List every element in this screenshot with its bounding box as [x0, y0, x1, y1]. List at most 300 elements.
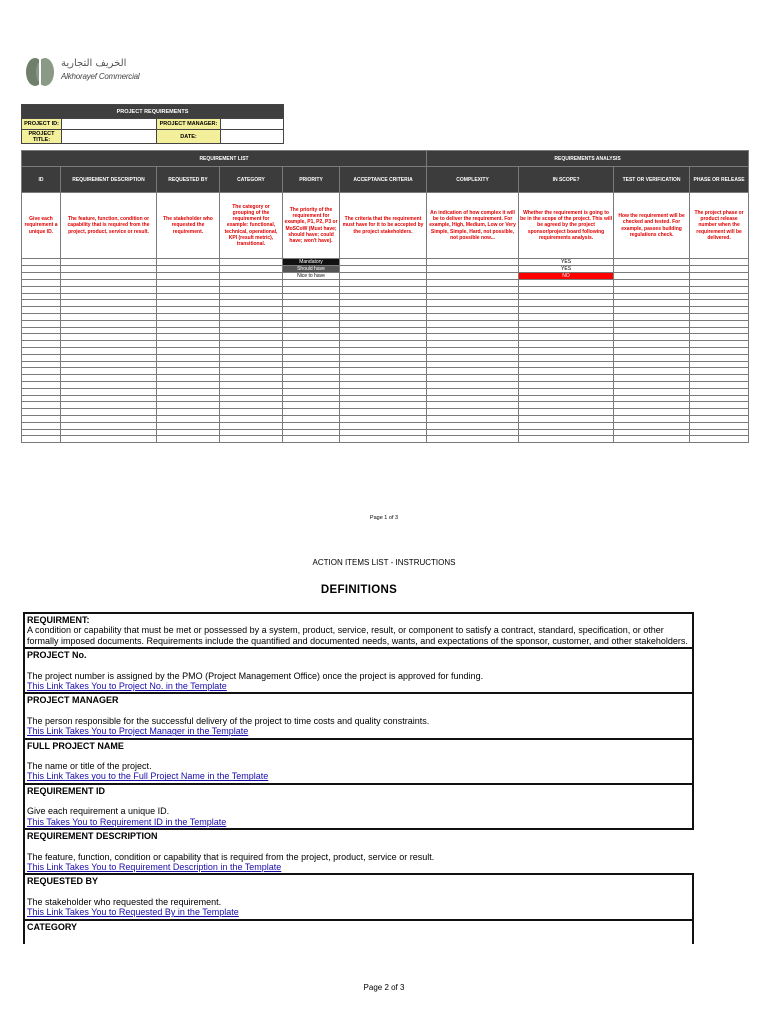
table-cell[interactable] [157, 415, 220, 422]
table-cell[interactable] [61, 395, 157, 402]
table-cell[interactable] [22, 402, 61, 409]
definition-term: REQUIREMENT DESCRIPTION [27, 831, 158, 842]
table-cell[interactable] [519, 280, 614, 287]
table-cell[interactable] [614, 395, 690, 402]
table-cell[interactable] [614, 436, 690, 443]
table-cell[interactable] [340, 415, 427, 422]
table-cell[interactable] [519, 354, 614, 361]
priority-option-mandatory[interactable]: Mandatory [283, 259, 340, 266]
table-cell[interactable] [157, 422, 220, 429]
table-cell[interactable] [690, 409, 749, 416]
table-cell[interactable] [427, 381, 519, 388]
table-cell[interactable] [61, 334, 157, 341]
table-cell[interactable] [690, 347, 749, 354]
table-cell[interactable] [427, 307, 519, 314]
table-row [22, 259, 749, 266]
table-cell[interactable] [614, 313, 690, 320]
table-cell[interactable] [61, 422, 157, 429]
instruction-requested-by: The stakeholder who requested the requirement. [157, 193, 220, 259]
definition-link[interactable]: This Takes You to Requirement ID in the Template [27, 816, 227, 827]
table-cell[interactable] [22, 354, 61, 361]
definition-text: The name or title of the project. [27, 761, 152, 772]
table-cell[interactable] [220, 341, 283, 348]
definition-link[interactable]: This Link Takes you to the Full Project Name in the Template [27, 771, 269, 782]
table-cell[interactable] [519, 286, 614, 293]
instruction-test: How the requirement will be checked and tested. For example, passes building regulations check. [614, 193, 690, 259]
table-cell[interactable] [157, 320, 220, 327]
table-cell[interactable] [427, 429, 519, 436]
table-cell[interactable] [427, 320, 519, 327]
table-row [22, 368, 749, 375]
table-cell[interactable] [427, 313, 519, 320]
scope-option-no[interactable]: NO [519, 273, 614, 280]
table-cell[interactable] [614, 388, 690, 395]
table-cell[interactable] [283, 415, 340, 422]
table-cell[interactable] [427, 422, 519, 429]
table-cell[interactable] [22, 395, 61, 402]
table-cell[interactable] [519, 300, 614, 307]
table-cell[interactable] [614, 300, 690, 307]
table-cell[interactable] [157, 368, 220, 375]
table-cell[interactable] [283, 280, 340, 287]
table-cell[interactable] [22, 313, 61, 320]
table-cell[interactable] [427, 300, 519, 307]
table-cell[interactable] [61, 320, 157, 327]
table-cell[interactable] [427, 327, 519, 334]
table-cell[interactable] [157, 395, 220, 402]
table-cell[interactable] [220, 347, 283, 354]
table-cell[interactable] [690, 354, 749, 361]
table-cell[interactable] [283, 347, 340, 354]
table-cell[interactable] [690, 368, 749, 375]
table-cell[interactable] [157, 388, 220, 395]
table-cell[interactable] [427, 334, 519, 341]
table-cell[interactable] [22, 375, 61, 382]
definition-link[interactable]: This Link Takes You to Project Manager in the Template [27, 726, 249, 737]
table-cell[interactable] [61, 409, 157, 416]
table-cell[interactable] [283, 395, 340, 402]
table-cell[interactable] [283, 388, 340, 395]
table-cell[interactable] [690, 300, 749, 307]
table-cell[interactable] [519, 293, 614, 300]
table-cell[interactable] [340, 334, 427, 341]
table-cell[interactable] [157, 286, 220, 293]
table-cell[interactable] [22, 422, 61, 429]
table-cell[interactable] [427, 402, 519, 409]
table-cell[interactable] [614, 341, 690, 348]
table-cell[interactable] [61, 402, 157, 409]
table-cell[interactable] [220, 293, 283, 300]
definition-link[interactable]: This Link Takes You to Project No. in the Template [27, 681, 227, 692]
table-row [22, 320, 749, 327]
table-cell[interactable] [283, 368, 340, 375]
table-cell[interactable] [519, 368, 614, 375]
table-cell[interactable] [427, 395, 519, 402]
table-cell[interactable] [614, 429, 690, 436]
project-id-label: PROJECT ID: [22, 119, 62, 130]
table-cell[interactable] [690, 429, 749, 436]
table-cell[interactable] [519, 436, 614, 443]
table-cell[interactable] [157, 354, 220, 361]
table-cell[interactable] [157, 313, 220, 320]
table-cell[interactable] [519, 429, 614, 436]
table-cell[interactable] [220, 436, 283, 443]
table-cell[interactable] [157, 361, 220, 368]
table-row [22, 402, 749, 409]
table-cell[interactable] [614, 327, 690, 334]
table-cell[interactable] [220, 313, 283, 320]
table-cell[interactable] [283, 307, 340, 314]
table-cell[interactable] [22, 334, 61, 341]
definition-project-manager [23, 694, 694, 739]
table-cell[interactable] [22, 381, 61, 388]
company-logo [24, 56, 164, 88]
table-cell[interactable] [157, 381, 220, 388]
table-cell[interactable] [427, 415, 519, 422]
table-cell[interactable] [22, 429, 61, 436]
project-title-cell[interactable] [62, 130, 157, 144]
table-cell[interactable] [22, 327, 61, 334]
table-cell[interactable] [690, 313, 749, 320]
table-cell[interactable] [220, 327, 283, 334]
table-cell[interactable] [340, 286, 427, 293]
table-cell[interactable] [283, 402, 340, 409]
table-cell[interactable] [427, 436, 519, 443]
table-cell[interactable] [157, 307, 220, 314]
table-cell[interactable] [427, 286, 519, 293]
table-cell[interactable] [340, 422, 427, 429]
scope-option-yes[interactable]: YES [519, 266, 614, 273]
table-cell[interactable] [340, 313, 427, 320]
table-cell[interactable] [690, 395, 749, 402]
column-header-requested-by: REQUESTED BY [157, 167, 220, 193]
column-header-priority: PRIORITY [283, 167, 340, 193]
table-cell[interactable] [61, 307, 157, 314]
table-cell[interactable] [61, 436, 157, 443]
project-requirements-title: PROJECT REQUIREMENTS [22, 105, 284, 119]
table-cell[interactable] [220, 368, 283, 375]
priority-option-should-have[interactable]: Should have [283, 266, 340, 273]
table-cell[interactable] [690, 307, 749, 314]
definition-text: The project number is assigned by the PMO (Project Management Office) once the project is approved for funding. [27, 670, 484, 681]
table-cell[interactable] [220, 286, 283, 293]
table-cell[interactable] [427, 361, 519, 368]
scope-option-yes[interactable]: YES [519, 259, 614, 266]
table-cell[interactable] [220, 429, 283, 436]
table-cell[interactable] [61, 354, 157, 361]
table-cell[interactable] [690, 334, 749, 341]
table-cell[interactable] [519, 341, 614, 348]
table-cell[interactable] [427, 354, 519, 361]
table-cell[interactable] [690, 402, 749, 409]
table-cell[interactable] [427, 409, 519, 416]
table-cell[interactable] [519, 307, 614, 314]
table-row [22, 347, 749, 354]
table-cell[interactable] [614, 375, 690, 382]
table-cell[interactable] [340, 402, 427, 409]
table-cell[interactable] [157, 436, 220, 443]
table-cell[interactable] [283, 409, 340, 416]
definition-text: Give each requirement a unique ID. [27, 806, 170, 817]
table-row [22, 307, 749, 314]
table-cell[interactable] [61, 388, 157, 395]
table-cell[interactable] [614, 307, 690, 314]
table-row [22, 429, 749, 436]
table-cell[interactable] [614, 368, 690, 375]
table-cell[interactable] [340, 429, 427, 436]
definition-link[interactable]: This Link Takes You to Requested By in the Template [27, 907, 239, 918]
table-cell[interactable] [22, 320, 61, 327]
table-cell[interactable] [220, 307, 283, 314]
table-cell[interactable] [61, 347, 157, 354]
definition-text: A condition or capability that must be met or possessed by a system, product, service, result, or component to satisfy a contract, standard, specification, or other formally imposed documents. Requirements include the quantified and documented needs, wants, and expectations of the sponsor, customer, and other stakeholders. [27, 625, 688, 646]
table-cell[interactable] [614, 280, 690, 287]
table-cell[interactable] [220, 280, 283, 287]
date-cell[interactable] [221, 130, 284, 144]
table-cell[interactable] [614, 334, 690, 341]
table-cell[interactable] [340, 388, 427, 395]
table-cell[interactable] [690, 388, 749, 395]
table-cell[interactable] [519, 402, 614, 409]
table-cell[interactable] [614, 320, 690, 327]
table-cell[interactable] [519, 409, 614, 416]
table-cell[interactable] [61, 286, 157, 293]
table-cell[interactable] [220, 300, 283, 307]
table-cell[interactable] [157, 429, 220, 436]
table-row [22, 293, 749, 300]
priority-option-nice-to-have[interactable]: Nice to have [283, 273, 340, 280]
table-cell[interactable] [427, 280, 519, 287]
table-cell[interactable] [340, 361, 427, 368]
table-cell[interactable] [283, 429, 340, 436]
table-cell[interactable] [519, 388, 614, 395]
table-cell[interactable] [22, 347, 61, 354]
table-cell[interactable] [340, 327, 427, 334]
table-cell[interactable] [283, 327, 340, 334]
table-cell[interactable] [283, 320, 340, 327]
table-cell[interactable] [614, 422, 690, 429]
table-cell[interactable] [283, 341, 340, 348]
table-cell[interactable] [22, 300, 61, 307]
table-row [22, 422, 749, 429]
table-cell[interactable] [22, 409, 61, 416]
table-row [22, 375, 749, 382]
project-id-cell[interactable] [62, 119, 157, 130]
table-cell[interactable] [614, 347, 690, 354]
table-cell[interactable] [427, 293, 519, 300]
table-cell[interactable] [519, 347, 614, 354]
table-cell[interactable] [519, 361, 614, 368]
table-cell[interactable] [61, 313, 157, 320]
table-cell[interactable] [519, 415, 614, 422]
table-cell[interactable] [614, 286, 690, 293]
table-cell[interactable] [283, 334, 340, 341]
table-row [22, 436, 749, 443]
table-cell[interactable] [519, 320, 614, 327]
table-cell[interactable] [61, 429, 157, 436]
table-cell[interactable] [283, 286, 340, 293]
table-cell[interactable] [157, 347, 220, 354]
table-cell[interactable] [340, 300, 427, 307]
table-cell[interactable] [220, 395, 283, 402]
table-cell[interactable] [220, 388, 283, 395]
table-cell[interactable] [340, 280, 427, 287]
table-cell[interactable] [283, 422, 340, 429]
table-cell[interactable] [340, 375, 427, 382]
table-cell[interactable] [22, 293, 61, 300]
table-cell[interactable] [690, 381, 749, 388]
table-cell[interactable] [340, 368, 427, 375]
table-cell[interactable] [220, 402, 283, 409]
column-header-id: ID [22, 167, 61, 193]
table-cell[interactable] [283, 300, 340, 307]
logo-english-text: Alkhorayef Commercial [61, 72, 140, 81]
table-cell[interactable] [614, 293, 690, 300]
table-row [22, 300, 749, 307]
column-header-test: TEST OR VERIFICATION [614, 167, 690, 193]
table-cell[interactable] [22, 286, 61, 293]
table-cell[interactable] [340, 341, 427, 348]
table-cell[interactable] [340, 293, 427, 300]
project-manager-cell[interactable] [221, 119, 284, 130]
table-cell[interactable] [690, 341, 749, 348]
table-cell[interactable] [61, 375, 157, 382]
table-row [22, 266, 749, 273]
table-cell[interactable] [61, 368, 157, 375]
table-cell[interactable] [22, 436, 61, 443]
table-cell[interactable] [220, 415, 283, 422]
definition-term: REQUIRMENT: [27, 615, 90, 625]
table-cell[interactable] [220, 354, 283, 361]
table-cell[interactable] [220, 409, 283, 416]
alkhorayef-leaf-icon [24, 56, 56, 88]
table-cell[interactable] [157, 327, 220, 334]
table-cell[interactable] [614, 354, 690, 361]
table-cell[interactable] [614, 415, 690, 422]
table-cell[interactable] [220, 381, 283, 388]
table-cell[interactable] [340, 381, 427, 388]
table-cell[interactable] [283, 293, 340, 300]
empty-rows [22, 280, 749, 443]
table-cell[interactable] [283, 381, 340, 388]
table-cell[interactable] [690, 436, 749, 443]
table-cell[interactable] [283, 313, 340, 320]
table-cell[interactable] [157, 375, 220, 382]
instruction-complexity: An indication of how complex it will be to deliver the requirement. For example, High, Medium, Low or Very Simple, Simple, Hard, not possible, not possible now... [427, 193, 519, 259]
table-cell[interactable] [61, 293, 157, 300]
table-cell[interactable] [157, 280, 220, 287]
table-cell[interactable] [614, 381, 690, 388]
table-cell[interactable] [61, 327, 157, 334]
table-cell[interactable] [614, 361, 690, 368]
table-cell[interactable] [519, 395, 614, 402]
table-cell[interactable] [690, 361, 749, 368]
table-cell[interactable] [690, 327, 749, 334]
table-cell[interactable] [519, 313, 614, 320]
definitions-title: DEFINITIONS [320, 584, 398, 596]
table-cell[interactable] [519, 327, 614, 334]
table-cell[interactable] [427, 368, 519, 375]
table-row [22, 313, 749, 320]
table-cell[interactable] [340, 320, 427, 327]
table-cell[interactable] [220, 320, 283, 327]
table-cell[interactable] [157, 293, 220, 300]
table-cell[interactable] [340, 436, 427, 443]
table-cell[interactable] [340, 409, 427, 416]
table-cell[interactable] [690, 320, 749, 327]
table-cell[interactable] [427, 341, 519, 348]
definition-link[interactable]: This Link Takes You to Requirement Description in the Template [27, 861, 282, 872]
definition-category [23, 921, 694, 944]
table-cell[interactable] [61, 381, 157, 388]
table-cell[interactable] [61, 415, 157, 422]
table-cell[interactable] [157, 341, 220, 348]
table-cell[interactable] [519, 422, 614, 429]
table-cell[interactable] [340, 395, 427, 402]
table-cell[interactable] [519, 375, 614, 382]
table-cell[interactable] [61, 300, 157, 307]
table-cell[interactable] [22, 280, 61, 287]
table-cell[interactable] [614, 409, 690, 416]
table-cell[interactable] [61, 341, 157, 348]
table-cell[interactable] [690, 280, 749, 287]
table-cell[interactable] [220, 334, 283, 341]
table-cell[interactable] [690, 415, 749, 422]
table-cell[interactable] [283, 436, 340, 443]
definition-term: REQUESTED BY [27, 876, 99, 887]
table-cell[interactable] [340, 347, 427, 354]
table-row [22, 341, 749, 348]
definition-requirement-id [23, 785, 694, 830]
table-cell[interactable] [427, 375, 519, 382]
table-cell[interactable] [220, 361, 283, 368]
table-cell[interactable] [614, 402, 690, 409]
table-cell[interactable] [427, 347, 519, 354]
table-cell[interactable] [61, 361, 157, 368]
definition-text: The feature, function, condition or capability that is required from the project, product, service or result. [27, 851, 435, 862]
table-cell[interactable] [22, 415, 61, 422]
logo-arabic-text: الخريف التجارية [61, 58, 127, 69]
table-cell[interactable] [519, 381, 614, 388]
table-cell[interactable] [61, 280, 157, 287]
table-cell[interactable] [22, 361, 61, 368]
table-cell[interactable] [340, 307, 427, 314]
table-cell[interactable] [22, 368, 61, 375]
table-cell[interactable] [157, 300, 220, 307]
table-cell[interactable] [690, 286, 749, 293]
table-cell[interactable] [283, 354, 340, 361]
table-cell[interactable] [690, 293, 749, 300]
project-title-label: PROJECT TITLE: [22, 130, 62, 144]
table-cell[interactable] [157, 402, 220, 409]
table-cell[interactable] [340, 354, 427, 361]
table-cell[interactable] [157, 409, 220, 416]
table-cell[interactable] [283, 361, 340, 368]
table-cell[interactable] [22, 341, 61, 348]
table-cell[interactable] [220, 375, 283, 382]
table-cell[interactable] [690, 375, 749, 382]
table-cell[interactable] [690, 422, 749, 429]
table-cell[interactable] [519, 334, 614, 341]
definitions-box [23, 612, 694, 944]
table-cell[interactable] [22, 307, 61, 314]
table-cell[interactable] [220, 422, 283, 429]
table-cell[interactable] [157, 334, 220, 341]
table-cell[interactable] [22, 388, 61, 395]
table-cell[interactable] [427, 388, 519, 395]
instruction-description: The feature, function, condition or capability that is required from the project, product, service or result. [61, 193, 157, 259]
table-cell[interactable] [283, 375, 340, 382]
